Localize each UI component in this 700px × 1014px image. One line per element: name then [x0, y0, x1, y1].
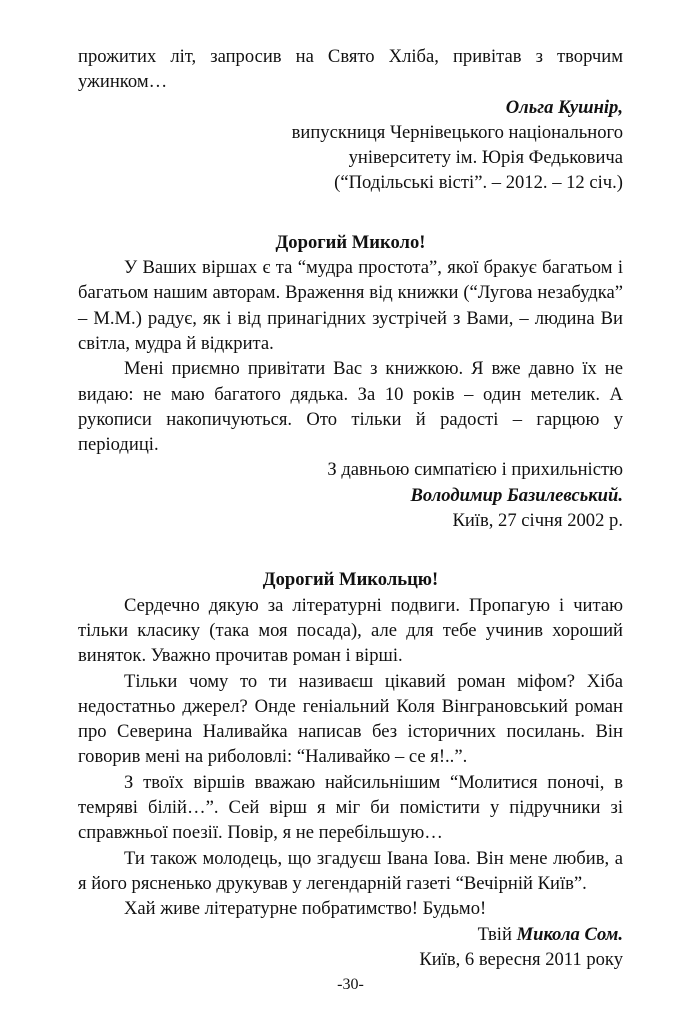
letter2-paragraph: Сердечно дякую за літературні подвиги. Пропагую і читаю тільки класику (така моя посада), але для тебе учинив хороший виняток. Уважно прочитав роман і вірші.: [78, 594, 623, 667]
letter2-paragraph: Хай живе літературне побратимство! Будьмо!: [124, 898, 487, 920]
document-page: [78, 44, 623, 997]
signature-name: Ольга Кушнір,: [505, 96, 623, 118]
letter2-salutation: Дорогий Микольцю!: [262, 569, 439, 591]
letter1-salutation: Дорогий Миколо!: [275, 231, 426, 253]
signature-university: університету ім. Юрія Федьковича: [348, 147, 623, 169]
letter2-place-date: Київ, 6 вересня 2011 року: [419, 948, 623, 970]
letter2-paragraph: З твоїх віршів вважаю найсильнішим “Молитися поночі, в темряві білій…”. Сей вірш я міг би помістити у підручники зі справжньої поезії. Повір, я не перебільшую…: [78, 771, 623, 844]
page-number: -30-: [337, 976, 364, 994]
signature-affiliation: випускниця Чернівецького національного: [291, 121, 623, 143]
letter1-place-date: Київ, 27 січня 2002 р.: [452, 510, 623, 532]
signature-source: (“Подільські вісті”. – 2012. – 12 січ.): [334, 172, 623, 194]
letter1-signer: Володимир Базилевський.: [410, 484, 623, 506]
letter1-paragraph: Мені приємно привітати Вас з книжкою. Я вже давно їх не видаю: не маю багатого дядька. За 10 років – один метелик. А рукописи накопичуються. Ото тільки й радості – гарцюю у періодиці.: [78, 358, 623, 456]
letter1-closing: З давньою симпатією і прихильністю: [327, 459, 623, 481]
letter2-signature: [78, 922, 623, 947]
intro-paragraph: прожитих літ, запросив на Свято Хліба, привітав з творчим ужинком…: [78, 46, 623, 93]
letter2-signer: Микола Сом.: [516, 923, 623, 945]
letter2-paragraph: Тільки чому то ти називаєш цікавий роман міфом? Хіба недостатньо джерел? Онде геніальний Коля Вінграновський роман про Северина Наливайка написав без історичних посилань. Він говорив мені на риболовлі: “Наливайко – се я!..”.: [78, 670, 623, 768]
letter1-paragraph: У Ваших віршах є та “мудра простота”, якої бракує багатьом і багатьом нашим авторам. Враження від книжки (“Лугова незабудка” – М.М.) радує, як і від принагідних зустрічей з Вами, – людина Ви світла, мудра й відкрита.: [78, 257, 623, 354]
letter2-paragraph: Ти також молодець, що згадуєш Івана Іова. Він мене любив, а я його рясненько друкував у легендарній газеті “Вечірній Київ”.: [78, 847, 623, 894]
letter2-closing: Твій: [477, 923, 512, 945]
